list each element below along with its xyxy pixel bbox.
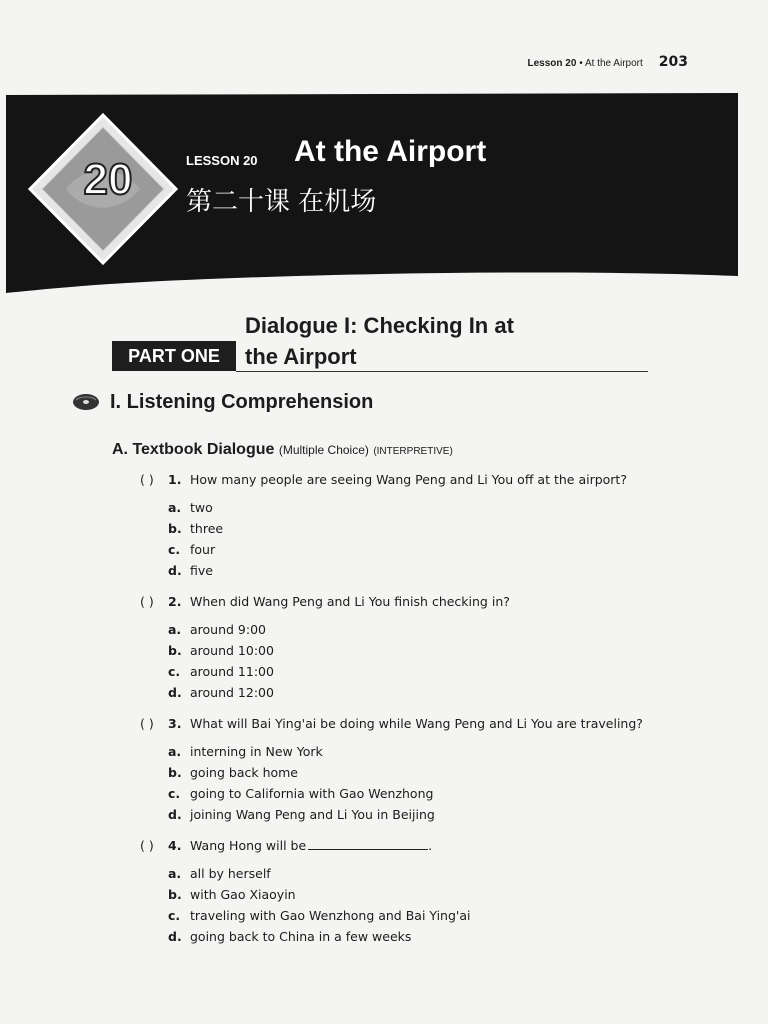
option-text: around 9:00 xyxy=(190,622,266,637)
lesson-banner xyxy=(6,93,738,293)
option-text: two xyxy=(190,500,213,515)
question-text-end: . xyxy=(428,838,433,853)
question-text: When did Wang Peng and Li You finish checking in? xyxy=(190,594,510,609)
page-number: 203 xyxy=(658,54,688,70)
part-tag: PART ONE xyxy=(112,341,236,371)
question-text: Wang Hong will be xyxy=(190,838,307,853)
question-number: 2. xyxy=(168,594,182,609)
question-stem xyxy=(140,716,700,736)
option-b xyxy=(168,765,700,786)
option-b xyxy=(168,643,700,664)
option-letter: c. xyxy=(168,786,181,801)
question-2 xyxy=(140,594,700,706)
subsection-title: A. Textbook Dialogue xyxy=(112,441,275,458)
option-list xyxy=(168,744,700,828)
option-text: around 10:00 xyxy=(190,643,274,658)
option-text: traveling with Gao Wenzhong and Bai Ying'ai xyxy=(190,908,471,923)
subsection-mode: (INTERPRETIVE) xyxy=(373,446,453,457)
option-a xyxy=(168,744,700,765)
question-4 xyxy=(140,838,700,950)
answer-blank[interactable]: ( ) xyxy=(140,594,154,609)
option-c xyxy=(168,664,700,685)
dialogue-title-line-2: the Airport xyxy=(245,344,357,369)
lesson-title-chinese: 第二十课 在机场 xyxy=(186,187,377,217)
running-head xyxy=(528,54,689,70)
option-text: with Gao Xiaoyin xyxy=(190,887,296,902)
option-a xyxy=(168,866,700,887)
option-letter: b. xyxy=(168,887,182,902)
separator: • xyxy=(579,58,583,69)
option-text: joining Wang Peng and Li You in Beijing xyxy=(190,807,435,822)
option-letter: d. xyxy=(168,685,182,700)
option-text: going back to China in a few weeks xyxy=(190,929,412,944)
option-a xyxy=(168,500,700,521)
option-text: five xyxy=(190,563,213,578)
option-list xyxy=(168,866,700,950)
question-stem xyxy=(140,472,700,492)
option-text: four xyxy=(190,542,216,557)
option-text: around 11:00 xyxy=(190,664,274,679)
question-number: 1. xyxy=(168,472,182,487)
question-1 xyxy=(140,472,700,584)
question-number: 3. xyxy=(168,716,182,731)
question-3 xyxy=(140,716,700,828)
lesson-number: 20 xyxy=(83,155,133,204)
option-letter: b. xyxy=(168,765,182,780)
audio-cd-icon xyxy=(72,390,100,414)
option-d xyxy=(168,929,700,950)
option-d xyxy=(168,685,700,706)
subsection-type: (Multiple Choice) xyxy=(278,443,369,457)
question-text: How many people are seeing Wang Peng and Li You off at the airport? xyxy=(190,472,627,487)
answer-blank[interactable]: ( ) xyxy=(140,472,154,487)
question-text: What will Bai Ying'ai be doing while Wang Peng and Li You are traveling? xyxy=(190,716,643,731)
option-letter: d. xyxy=(168,929,182,944)
divider xyxy=(236,371,648,372)
option-text: around 12:00 xyxy=(190,685,274,700)
option-c xyxy=(168,908,700,929)
dialogue-title-line-1: Dialogue I: Checking In at xyxy=(245,313,514,338)
dialogue-title xyxy=(245,310,514,372)
running-head-title xyxy=(528,58,643,69)
option-c xyxy=(168,542,700,563)
option-letter: d. xyxy=(168,563,182,578)
option-d xyxy=(168,563,700,584)
option-letter: a. xyxy=(168,866,182,881)
option-a xyxy=(168,622,700,643)
question-number: 4. xyxy=(168,838,182,853)
question-stem xyxy=(140,594,700,614)
option-b xyxy=(168,521,700,542)
option-letter: a. xyxy=(168,622,182,637)
option-c xyxy=(168,786,700,807)
answer-blank[interactable]: ( ) xyxy=(140,838,154,853)
question-list xyxy=(140,472,700,950)
option-letter: c. xyxy=(168,664,181,679)
option-letter: a. xyxy=(168,744,182,759)
subsection-heading xyxy=(112,441,453,459)
lesson-label: LESSON 20 xyxy=(186,153,258,168)
section-heading-label: I. Listening Comprehension xyxy=(110,390,374,413)
option-b xyxy=(168,887,700,908)
option-text: going back home xyxy=(190,765,299,780)
option-letter: d. xyxy=(168,807,182,822)
option-text: going to California with Gao Wenzhong xyxy=(190,786,434,801)
option-letter: b. xyxy=(168,643,182,658)
option-letter: c. xyxy=(168,908,181,923)
option-text: three xyxy=(190,521,224,536)
lesson-topic: At the Airport xyxy=(584,58,643,69)
answer-blank[interactable]: ( ) xyxy=(140,716,154,731)
option-text: interning in New York xyxy=(190,744,323,759)
lesson-title: At the Airport xyxy=(294,135,487,168)
option-d xyxy=(168,807,700,828)
option-letter: c. xyxy=(168,542,181,557)
lesson-ref: Lesson 20 xyxy=(527,58,577,69)
option-letter: a. xyxy=(168,500,182,515)
option-text: all by herself xyxy=(190,866,271,881)
question-stem xyxy=(140,838,700,858)
section-heading xyxy=(72,390,373,414)
option-list xyxy=(168,622,700,706)
fill-in-blank[interactable] xyxy=(308,849,428,850)
option-list xyxy=(168,500,700,584)
option-letter: b. xyxy=(168,521,182,536)
